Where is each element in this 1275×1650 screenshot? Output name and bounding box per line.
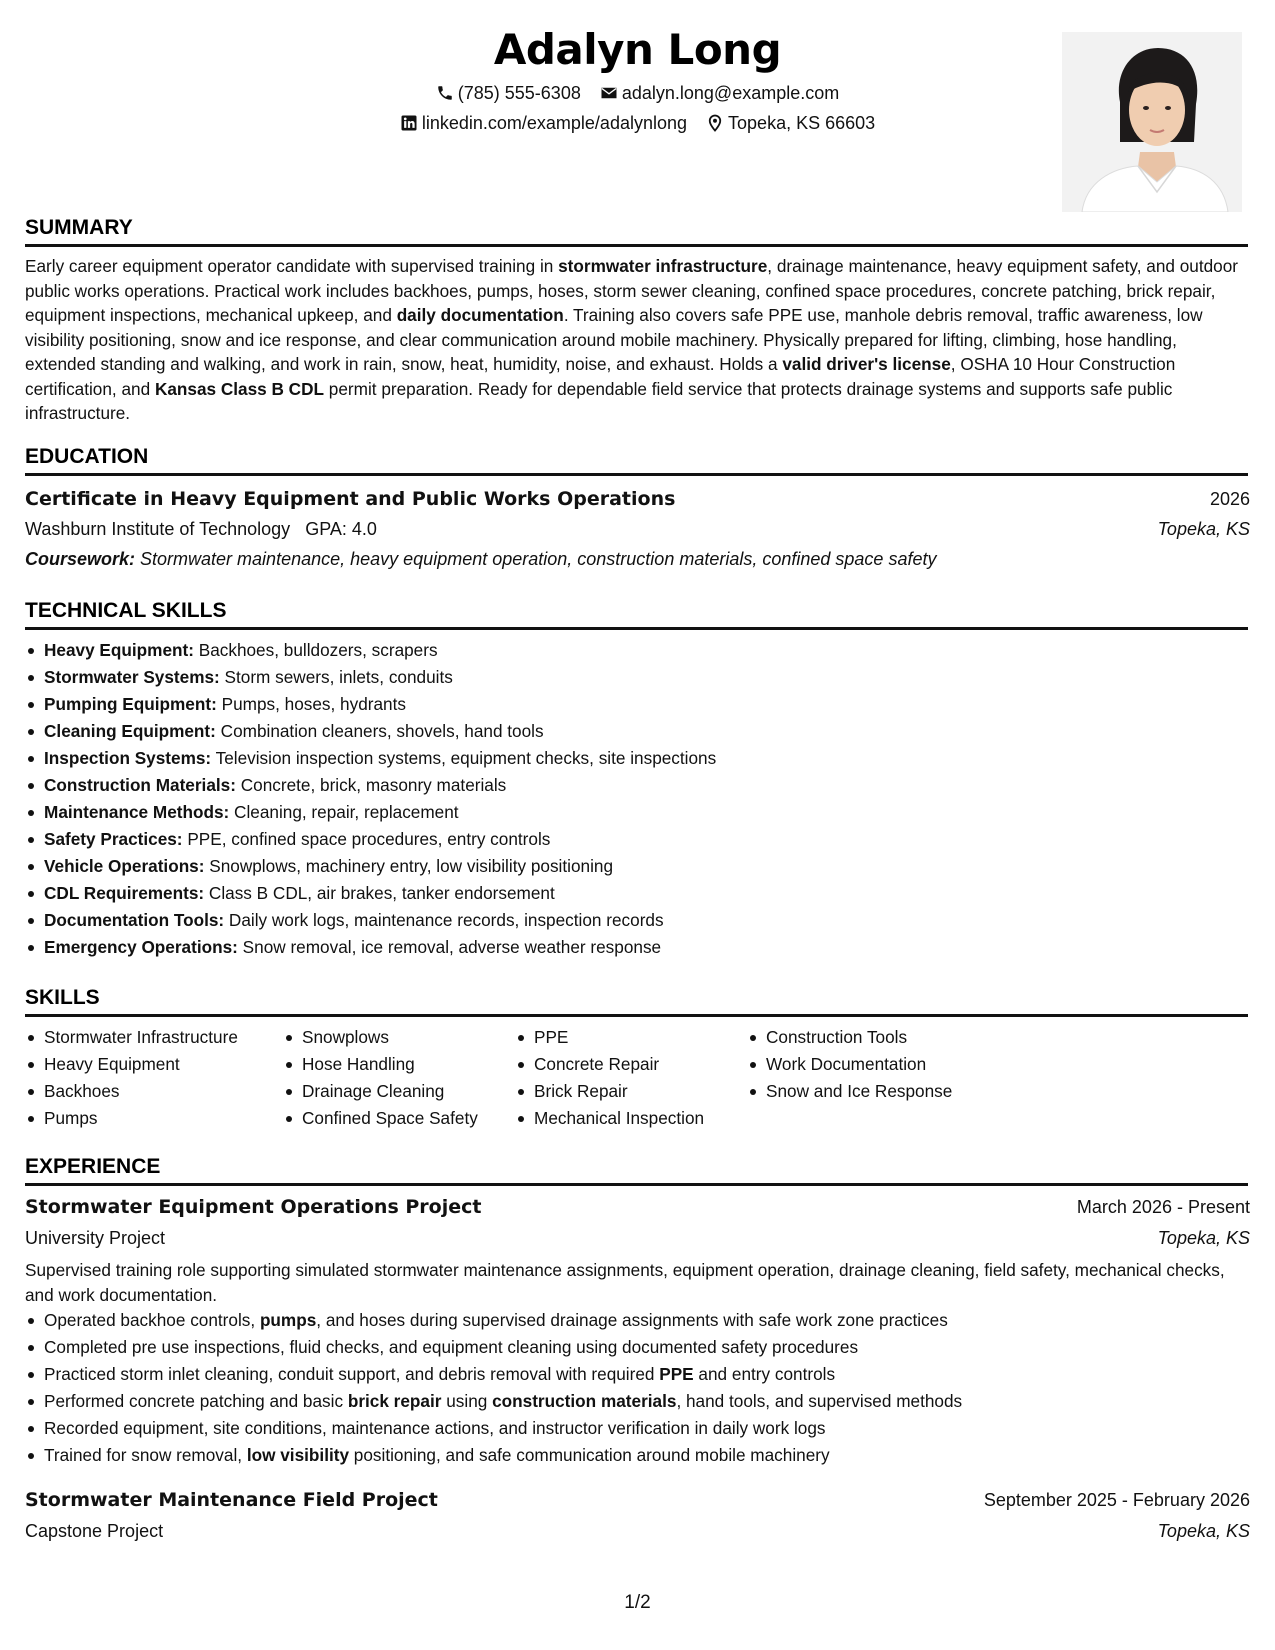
job-location: Topeka, KS: [1157, 1228, 1250, 1248]
job-org-row: [25, 1224, 1250, 1252]
list-item: [25, 1388, 1250, 1415]
tech-skill-text: Pumps, hoses, hydrants: [216, 694, 406, 714]
summary-bold-2: daily documentation: [396, 305, 564, 325]
map-pin-icon: [706, 114, 724, 132]
list-item: Heavy Equipment: [25, 1051, 238, 1078]
list-item: Drainage Cleaning: [283, 1078, 478, 1105]
candidate-name: Adalyn Long: [493, 25, 782, 74]
tech-skill-label: Documentation Tools:: [44, 910, 225, 930]
school-gpa: GPA: 4.0: [305, 519, 377, 539]
list-item: [25, 691, 1250, 718]
tech-skill-label: Inspection Systems:: [44, 748, 212, 768]
list-item: [25, 907, 1250, 934]
location-text: Topeka, KS 66603: [728, 113, 876, 133]
summary-text-4: , OSHA 10 Hour Construction certification, and: [25, 354, 1176, 399]
profile-photo-illustration: [1062, 32, 1242, 212]
tech-skill-text: Combination cleaners, shovels, hand tools: [215, 721, 544, 741]
degree-title: Certificate in Heavy Equipment and Public Works Operations: [25, 488, 676, 510]
list-item: [25, 853, 1250, 880]
summary-text-2: , drainage maintenance, heavy equipment safety, and outdoor public works operations. Practical work includes backhoes, pumps, hoses, storm sewer cleaning, confined space procedures, concrete patching, brick repair, equipment inspections, mechanical upkeep, and: [25, 256, 1239, 325]
summary-bold-1: stormwater infrastructure: [558, 256, 768, 276]
job-bullets: [25, 1307, 1250, 1469]
bullet-text: Completed pre use inspections, fluid checks, and equipment cleaning using documented safety procedures: [44, 1337, 859, 1357]
job-title: Stormwater Maintenance Field Project: [25, 1489, 438, 1511]
tech-skill-label: Heavy Equipment:: [44, 640, 194, 660]
tech-skill-label: CDL Requirements:: [44, 883, 205, 903]
job-org: University Project: [25, 1228, 166, 1248]
job-org: Capstone Project: [25, 1521, 164, 1541]
list-item: Work Documentation: [747, 1051, 952, 1078]
school-name: Washburn Institute of Technology: [25, 519, 291, 539]
envelope-icon: [600, 84, 618, 102]
technical-skills-heading: TECHNICAL SKILLS: [25, 597, 1248, 630]
tech-skill-label: Stormwater Systems:: [44, 667, 220, 687]
list-item: [25, 799, 1250, 826]
phone-text: (785) 555-6308: [457, 83, 581, 103]
tech-skill-text: Snowplows, machinery entry, low visibility positioning: [204, 856, 614, 876]
list-item: Construction Tools: [747, 1024, 952, 1051]
tech-skill-text: Cleaning, repair, replacement: [229, 802, 459, 822]
tech-skill-text: Concrete, brick, masonry materials: [235, 775, 507, 795]
list-item: [25, 1307, 1250, 1334]
coursework-label: Coursework:: [25, 549, 136, 569]
tech-skill-label: Emergency Operations:: [44, 937, 238, 957]
skills-heading: SKILLS: [25, 984, 1248, 1017]
page-number: 1/2: [624, 1592, 651, 1613]
summary-text-3: . Training also covers safe PPE use, manhole debris removal, traffic awareness, low visibility positioning, snow and ice response, and clear communication around mobile machinery. Physically prepared for lifting, climbing, hose handling, extended standing and walking, and work in rain, snow, heat, humidity, noise, and exhaust. Holds a: [25, 305, 1203, 374]
list-item: Snow and Ice Response: [747, 1078, 952, 1105]
list-item: Brick Repair: [515, 1078, 704, 1105]
bullet-text: Performed concrete patching and basic: [44, 1391, 348, 1411]
bullet-text: , and hoses during supervised drainage assignments with safe work zone practices: [316, 1310, 948, 1330]
summary-paragraph: [25, 254, 1250, 426]
list-item: Stormwater Infrastructure: [25, 1024, 238, 1051]
phone-contact[interactable]: [436, 78, 581, 108]
list-item: [25, 772, 1250, 799]
tech-skill-label: Maintenance Methods:: [44, 802, 230, 822]
education-heading: EDUCATION: [25, 443, 1248, 476]
tech-skill-label: Construction Materials:: [44, 775, 236, 795]
summary-bold-3: valid driver's license: [782, 354, 951, 374]
linkedin-contact[interactable]: [400, 108, 687, 138]
location-contact: [706, 108, 875, 138]
bullet-bold-text: brick repair: [347, 1391, 442, 1411]
linkedin-icon: [400, 114, 418, 132]
job-org-row: [25, 1517, 1250, 1545]
school-location: Topeka, KS: [1157, 519, 1250, 539]
phone-icon: [436, 84, 454, 102]
job-location: Topeka, KS: [1157, 1521, 1250, 1541]
linkedin-text: linkedin.com/example/adalynlong: [421, 113, 688, 133]
list-item: [25, 1334, 1250, 1361]
list-item: Confined Space Safety: [283, 1105, 478, 1132]
job-title: Stormwater Equipment Operations Project: [25, 1196, 482, 1218]
list-item: Pumps: [25, 1105, 238, 1132]
list-item: [25, 880, 1250, 907]
bullet-text: , hand tools, and supervised methods: [676, 1391, 963, 1411]
job-title-row: [25, 1486, 1250, 1514]
summary-text-1: Early career equipment operator candidate with supervised training in: [25, 256, 559, 276]
list-item: [25, 1415, 1250, 1442]
technical-skills-list: [25, 637, 1250, 961]
job-dates: September 2025 - February 2026: [983, 1490, 1250, 1510]
job-title-row: [25, 1193, 1250, 1221]
list-item: [25, 718, 1250, 745]
tech-skill-text: Television inspection systems, equipment checks, site inspections: [211, 748, 717, 768]
list-item: [25, 1442, 1250, 1469]
summary-text-5: permit preparation. Ready for dependable field service that protects drainage systems and supports safe public infrastructure.: [25, 378, 1173, 423]
school-info: [25, 515, 377, 543]
tech-skill-text: Snow removal, ice removal, adverse weather response: [237, 937, 662, 957]
skills-column: [515, 1024, 704, 1132]
job-description: Supervised training role supporting simulated stormwater maintenance assignments, equipment operation, drainage cleaning, field safety, mechanical checks, and work documentation.: [25, 1260, 1225, 1305]
tech-skill-label: Vehicle Operations:: [44, 856, 205, 876]
bullet-text: using: [441, 1391, 493, 1411]
bullet-text: Practiced storm inlet cleaning, conduit support, and debris removal with required: [44, 1364, 660, 1384]
bullet-text: Recorded equipment, site conditions, maintenance actions, and instructor verification in daily work logs: [44, 1418, 826, 1438]
bullet-bold-text: pumps: [259, 1310, 317, 1330]
bullet-bold-text: low visibility: [246, 1445, 350, 1465]
coursework-text: Stormwater maintenance, heavy equipment operation, construction materials, confined space safety: [135, 549, 937, 569]
skills-column: [747, 1024, 952, 1105]
tech-skill-text: Daily work logs, maintenance records, inspection records: [224, 910, 664, 930]
skills-column: [283, 1024, 478, 1132]
email-text: adalyn.long@example.com: [621, 83, 840, 103]
summary-heading: SUMMARY: [25, 214, 1248, 247]
list-item: Backhoes: [25, 1078, 238, 1105]
tech-skill-label: Pumping Equipment:: [44, 694, 217, 714]
list-item: Mechanical Inspection: [515, 1105, 704, 1132]
tech-skill-label: Cleaning Equipment:: [44, 721, 216, 741]
education-degree-row: [25, 485, 1250, 513]
list-item: [25, 1361, 1250, 1388]
tech-skill-text: Backhoes, bulldozers, scrapers: [193, 640, 438, 660]
tech-skill-text: PPE, confined space procedures, entry controls: [182, 829, 551, 849]
list-item: [25, 745, 1250, 772]
bullet-bold-text: construction materials: [492, 1391, 677, 1411]
tech-skill-text: Class B CDL, air brakes, tanker endorsement: [204, 883, 555, 903]
list-item: [25, 826, 1250, 853]
bullet-bold-text: PPE: [659, 1364, 694, 1384]
profile-photo: [1062, 32, 1242, 212]
job-dates: March 2026 - Present: [1076, 1197, 1250, 1217]
bullet-text: positioning, and safe communication around mobile machinery: [349, 1445, 830, 1465]
list-item: Snowplows: [283, 1024, 478, 1051]
list-item: Concrete Repair: [515, 1051, 704, 1078]
tech-skill-text: Storm sewers, inlets, conduits: [219, 667, 453, 687]
education-school-row: [25, 515, 1250, 543]
list-item: Hose Handling: [283, 1051, 478, 1078]
bullet-text: and entry controls: [693, 1364, 836, 1384]
email-contact[interactable]: [600, 78, 839, 108]
list-item: [25, 664, 1250, 691]
bullet-text: Operated backhoe controls,: [44, 1310, 260, 1330]
coursework-row: [25, 545, 1250, 573]
tech-skill-label: Safety Practices:: [44, 829, 183, 849]
experience-heading: EXPERIENCE: [25, 1153, 1248, 1186]
summary-bold-4: Kansas Class B CDL: [154, 378, 325, 399]
list-item: [25, 637, 1250, 664]
degree-year: 2026: [1209, 489, 1250, 509]
bullet-text: Trained for snow removal,: [44, 1445, 247, 1465]
skills-column: [25, 1024, 238, 1132]
list-item: [25, 934, 1250, 961]
list-item: PPE: [515, 1024, 704, 1051]
